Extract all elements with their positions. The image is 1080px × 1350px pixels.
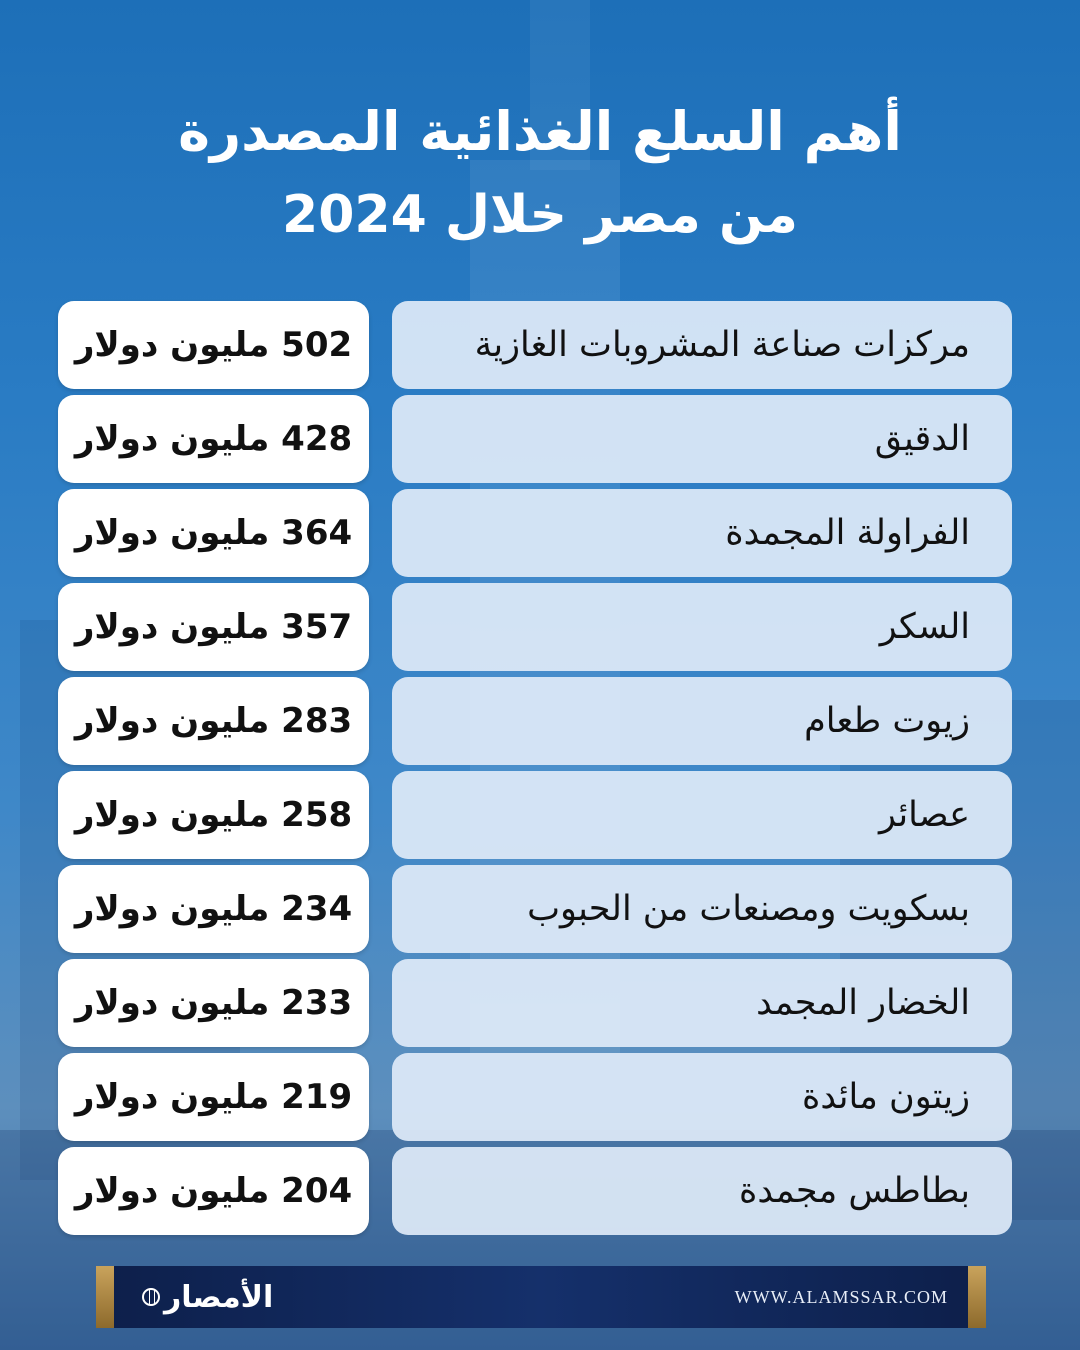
list-item <box>58 1147 1012 1235</box>
name-box <box>392 959 1012 1047</box>
name-box <box>392 489 1012 577</box>
item-value: 364 مليون دولار <box>74 513 353 553</box>
item-value: 428 مليون دولار <box>74 419 353 459</box>
globe-icon <box>142 1288 160 1306</box>
item-name: زيتون مائدة <box>802 1077 970 1117</box>
item-name: السكر <box>879 607 970 647</box>
website-url: WWW.ALAMSSAR.COM <box>734 1286 948 1307</box>
item-name: بطاطس مجمدة <box>738 1171 970 1211</box>
exports-list <box>58 301 1012 1241</box>
list-item <box>58 301 1012 389</box>
value-box <box>58 771 369 859</box>
item-name: الدقيق <box>874 419 970 459</box>
name-box <box>392 771 1012 859</box>
item-name: بسكويت ومصنعات من الحبوب <box>527 889 970 929</box>
item-value: 219 مليون دولار <box>74 1077 353 1117</box>
item-value: 258 مليون دولار <box>74 795 353 835</box>
item-name: الخضار المجمد <box>756 983 970 1023</box>
value-box <box>58 865 369 953</box>
item-value: 204 مليون دولار <box>74 1171 353 1211</box>
item-value: 234 مليون دولار <box>74 889 353 929</box>
value-box <box>58 1147 369 1235</box>
header <box>0 92 1080 248</box>
list-item <box>58 959 1012 1047</box>
name-box <box>392 301 1012 389</box>
item-name: زيوت طعام <box>804 701 970 741</box>
list-item <box>58 489 1012 577</box>
name-box <box>392 583 1012 671</box>
name-box <box>392 1147 1012 1235</box>
page-subtitle: من مصر خلال 2024 <box>282 185 798 245</box>
item-name: عصائر <box>879 795 970 835</box>
value-box <box>58 489 369 577</box>
item-value: 357 مليون دولار <box>74 607 353 647</box>
page-title: أهم السلع الغذائية المصدرة <box>178 100 902 163</box>
brand-logo <box>142 1280 273 1315</box>
value-box <box>58 583 369 671</box>
item-name: مركزات صناعة المشروبات الغازية <box>474 325 970 365</box>
list-item <box>58 771 1012 859</box>
list-item <box>58 395 1012 483</box>
item-value: 502 مليون دولار <box>74 325 353 365</box>
value-box <box>58 301 369 389</box>
value-box <box>58 1053 369 1141</box>
list-item <box>58 1053 1012 1141</box>
item-value: 233 مليون دولار <box>74 983 353 1023</box>
name-box <box>392 865 1012 953</box>
item-value: 283 مليون دولار <box>74 701 353 741</box>
list-item <box>58 583 1012 671</box>
name-box <box>392 395 1012 483</box>
list-item <box>58 677 1012 765</box>
name-box <box>392 677 1012 765</box>
footer-bar <box>96 1266 986 1328</box>
logo-text: الأمصار <box>164 1279 274 1315</box>
name-box <box>392 1053 1012 1141</box>
list-item <box>58 865 1012 953</box>
value-box <box>58 395 369 483</box>
item-name: الفراولة المجمدة <box>725 513 970 553</box>
value-box <box>58 677 369 765</box>
value-box <box>58 959 369 1047</box>
